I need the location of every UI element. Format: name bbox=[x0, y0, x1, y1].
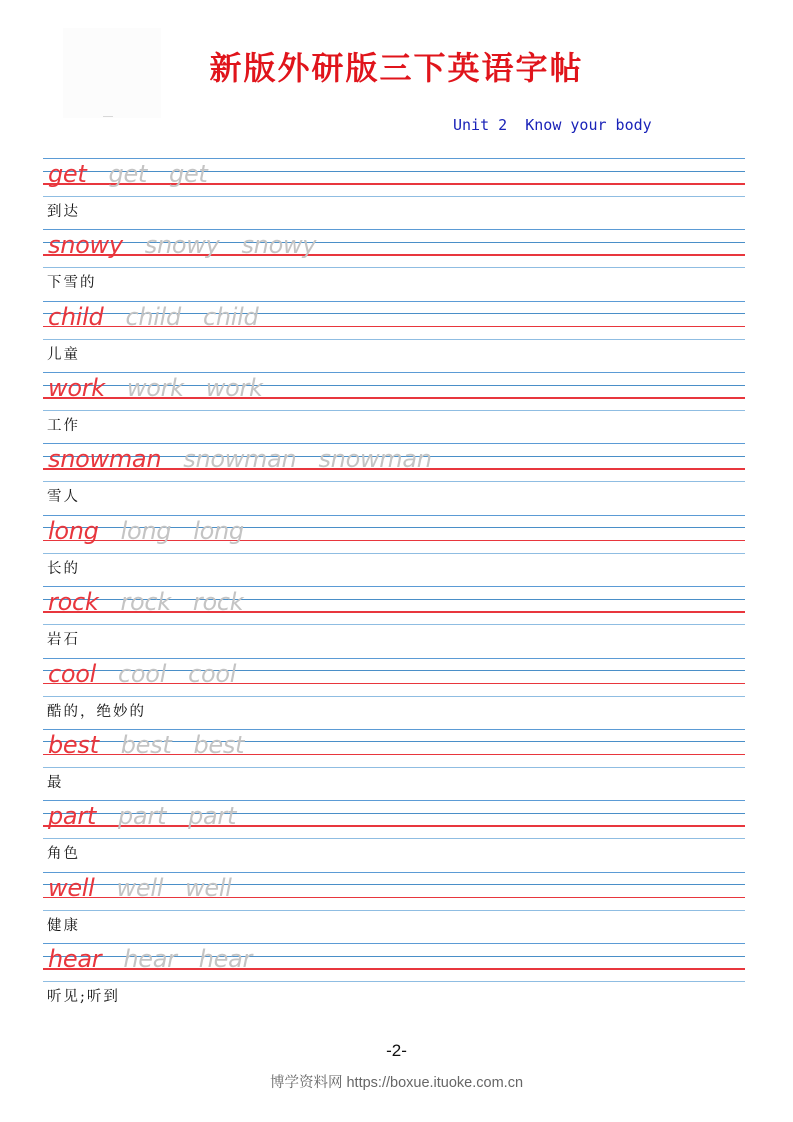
guide-line-bottom bbox=[43, 267, 745, 268]
word-row bbox=[0, 443, 793, 514]
word-meaning: 角色 bbox=[47, 846, 80, 863]
word-row bbox=[0, 872, 793, 943]
word-line bbox=[48, 659, 236, 689]
trace-word: long bbox=[120, 516, 172, 545]
word-line bbox=[48, 730, 244, 760]
word-line bbox=[48, 516, 244, 546]
trace-word: snowy bbox=[241, 231, 317, 260]
trace-word: rock bbox=[192, 588, 244, 617]
page-number: -2- bbox=[386, 1041, 407, 1060]
trace-word: get bbox=[108, 160, 148, 188]
guide-line-bottom bbox=[43, 339, 745, 340]
trace-word: well bbox=[185, 873, 232, 902]
word-meaning: 下雪的 bbox=[47, 275, 97, 292]
word: get bbox=[48, 160, 87, 188]
word-row bbox=[0, 301, 793, 372]
trace-word: hear bbox=[198, 945, 253, 973]
word-line bbox=[48, 159, 208, 189]
word-row bbox=[0, 658, 793, 729]
trace-word: best bbox=[120, 730, 172, 759]
word: child bbox=[48, 302, 104, 331]
trace-word: part bbox=[118, 802, 167, 831]
word-line bbox=[48, 587, 243, 617]
trace-word: part bbox=[188, 802, 237, 831]
trace-word: work bbox=[126, 374, 184, 403]
word-line bbox=[48, 873, 232, 903]
guide-line-bottom bbox=[43, 553, 745, 554]
guide-line-bottom bbox=[43, 910, 745, 911]
word-line bbox=[48, 944, 252, 974]
word-row bbox=[0, 229, 793, 300]
word: work bbox=[48, 374, 105, 403]
word-line bbox=[48, 302, 258, 332]
trace-word: work bbox=[205, 374, 263, 403]
word-meaning: 酷的，绝妙的 bbox=[47, 703, 146, 720]
page-title: 新版外研版三下英语字帖 bbox=[209, 49, 584, 87]
word-line bbox=[48, 373, 263, 403]
guide-line-bottom bbox=[43, 481, 745, 482]
guide-line-bottom bbox=[43, 767, 745, 768]
word: cool bbox=[48, 659, 97, 688]
word-meaning: 到达 bbox=[47, 204, 80, 220]
word-row bbox=[0, 372, 793, 443]
word-row bbox=[0, 800, 793, 871]
trace-word: rock bbox=[120, 588, 171, 617]
word-meaning: 雪人 bbox=[47, 489, 80, 506]
guide-line-bottom bbox=[43, 410, 745, 411]
unit-subtitle: Unit 2 Know your body bbox=[453, 116, 652, 134]
watermark-footer: 博学资料网 https://boxue.ituoke.com.cn bbox=[269, 1075, 524, 1091]
trace-word: hear bbox=[123, 945, 177, 973]
trace-word: cool bbox=[188, 659, 237, 688]
word: part bbox=[48, 802, 97, 831]
word: best bbox=[48, 730, 99, 759]
trace-word: snowman bbox=[183, 445, 297, 474]
trace-word: well bbox=[116, 873, 164, 902]
word: rock bbox=[48, 588, 99, 617]
word-meaning: 儿童 bbox=[47, 346, 80, 363]
word-meaning: 最 bbox=[47, 774, 64, 791]
word-line bbox=[48, 801, 236, 831]
word: snowman bbox=[48, 445, 162, 474]
guide-line-bottom bbox=[43, 624, 745, 625]
word-row bbox=[0, 158, 793, 229]
word: snowy bbox=[48, 231, 123, 260]
guide-line-bottom bbox=[43, 196, 745, 197]
word-meaning: 健康 bbox=[47, 917, 80, 934]
trace-word: long bbox=[193, 516, 244, 545]
trace-word: child bbox=[202, 302, 259, 331]
trace-word: get bbox=[169, 160, 208, 188]
trace-word: best bbox=[193, 730, 245, 759]
word-row bbox=[0, 729, 793, 800]
guide-line-bottom bbox=[43, 696, 745, 697]
trace-word: snowman bbox=[318, 445, 432, 474]
word-line bbox=[48, 444, 432, 474]
word-line bbox=[48, 230, 316, 260]
guide-line-bottom bbox=[43, 838, 745, 839]
word-row bbox=[0, 515, 793, 586]
word: hear bbox=[48, 945, 102, 973]
word-meaning: 岩石 bbox=[47, 632, 80, 649]
trace-word: cool bbox=[118, 659, 167, 688]
word-meaning: 听见;听到 bbox=[47, 989, 120, 1005]
word: well bbox=[48, 873, 95, 902]
guide-line-bottom bbox=[43, 981, 745, 982]
word-meaning: 长的 bbox=[47, 560, 80, 577]
word-row bbox=[0, 586, 793, 657]
word-row bbox=[0, 943, 793, 1014]
word: long bbox=[48, 516, 99, 545]
trace-word: snowy bbox=[144, 231, 220, 260]
trace-word: child bbox=[125, 302, 181, 331]
word-meaning: 工作 bbox=[47, 418, 80, 435]
